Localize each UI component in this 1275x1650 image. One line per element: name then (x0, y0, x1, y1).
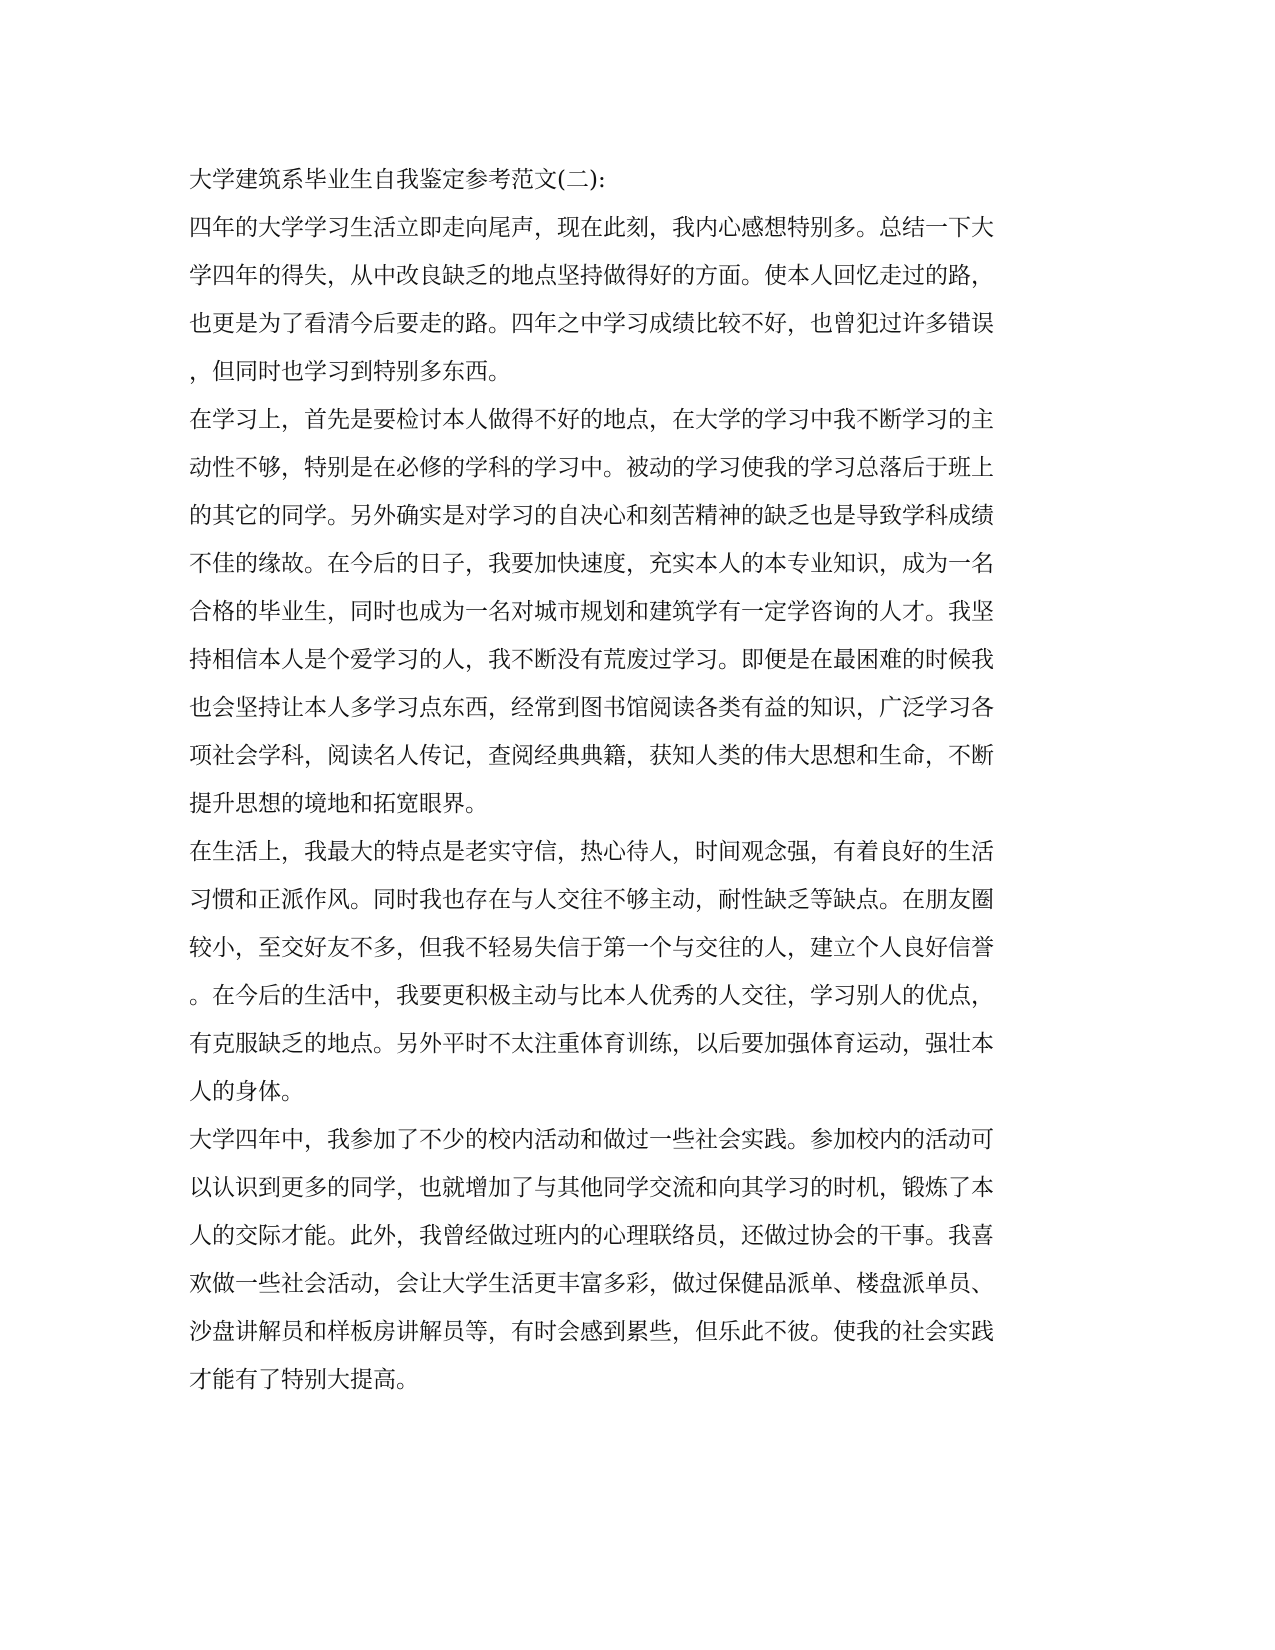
paragraph-line: 持相信本人是个爱学习的人，我不断没有荒废过学习。即便是在最困难的时候我 (189, 647, 994, 673)
paragraph-line: 较小，至交好友不多，但我不轻易失信于第一个与交往的人，建立个人良好信誉 (189, 935, 994, 961)
paragraph-line: 合格的毕业生，同时也成为一名对城市规划和建筑学有一定学咨询的人才。我坚 (189, 599, 994, 625)
paragraph-line: 欢做一些社会活动，会让大学生活更丰富多彩，做过保健品派单、楼盘派单员、 (189, 1271, 994, 1297)
paragraph-line: 学四年的得失，从中改良缺乏的地点坚持做得好的方面。使本人回忆走过的路， (189, 263, 994, 289)
paragraph-line: 不佳的缘故。在今后的日子，我要加快速度，充实本人的本专业知识，成为一名 (189, 551, 994, 577)
paragraph-line: 沙盘讲解员和样板房讲解员等，有时会感到累些，但乐此不彼。使我的社会实践 (189, 1319, 994, 1345)
paragraph-line: 以认识到更多的同学，也就增加了与其他同学交流和向其学习的时机，锻炼了本 (189, 1175, 994, 1201)
paragraph-line: 人的身体。 (189, 1079, 304, 1105)
paragraph-line: 也更是为了看清今后要走的路。四年之中学习成绩比较不好，也曾犯过许多错误 (189, 311, 994, 337)
paragraph-line: 项社会学科，阅读名人传记，查阅经典典籍，获知人类的伟大思想和生命，不断 (189, 743, 994, 769)
paragraph-line: 在生活上，我最大的特点是老实守信，热心待人，时间观念强，有着良好的生活 (189, 839, 994, 865)
paragraph-line: 的其它的同学。另外确实是对学习的自决心和刻苦精神的缺乏也是导致学科成绩 (189, 503, 994, 529)
paragraph-line: 才能有了特别大提高。 (189, 1367, 419, 1393)
paragraph-line: 大学四年中，我参加了不少的校内活动和做过一些社会实践。参加校内的活动可 (189, 1127, 994, 1153)
paragraph-line: 在学习上，首先是要检讨本人做得不好的地点，在大学的学习中我不断学习的主 (189, 407, 994, 433)
paragraph-line: 人的交际才能。此外，我曾经做过班内的心理联络员，还做过协会的干事。我喜 (189, 1223, 994, 1249)
document-title: 大学建筑系毕业生自我鉴定参考范文(二): (189, 167, 606, 193)
paragraph-line: 提升思想的境地和拓宽眼界。 (189, 791, 488, 817)
paragraph-line: 有克服缺乏的地点。另外平时不太注重体育训练，以后要加强体育运动，强壮本 (189, 1031, 994, 1057)
paragraph-line: 动性不够，特别是在必修的学科的学习中。被动的学习使我的学习总落后于班上 (189, 455, 994, 481)
paragraph-line: ，但同时也学习到特别多东西。 (189, 359, 511, 385)
paragraph-line: 。在今后的生活中，我要更积极主动与比本人优秀的人交往，学习别人的优点， (189, 983, 994, 1009)
document-body (189, 156, 1069, 1404)
paragraph-line: 习惯和正派作风。同时我也存在与人交往不够主动，耐性缺乏等缺点。在朋友圈 (189, 887, 994, 913)
paragraph-line: 也会坚持让本人多学习点东西，经常到图书馆阅读各类有益的知识，广泛学习各 (189, 695, 994, 721)
paragraph-line: 四年的大学学习生活立即走向尾声，现在此刻，我内心感想特别多。总结一下大 (189, 215, 994, 241)
